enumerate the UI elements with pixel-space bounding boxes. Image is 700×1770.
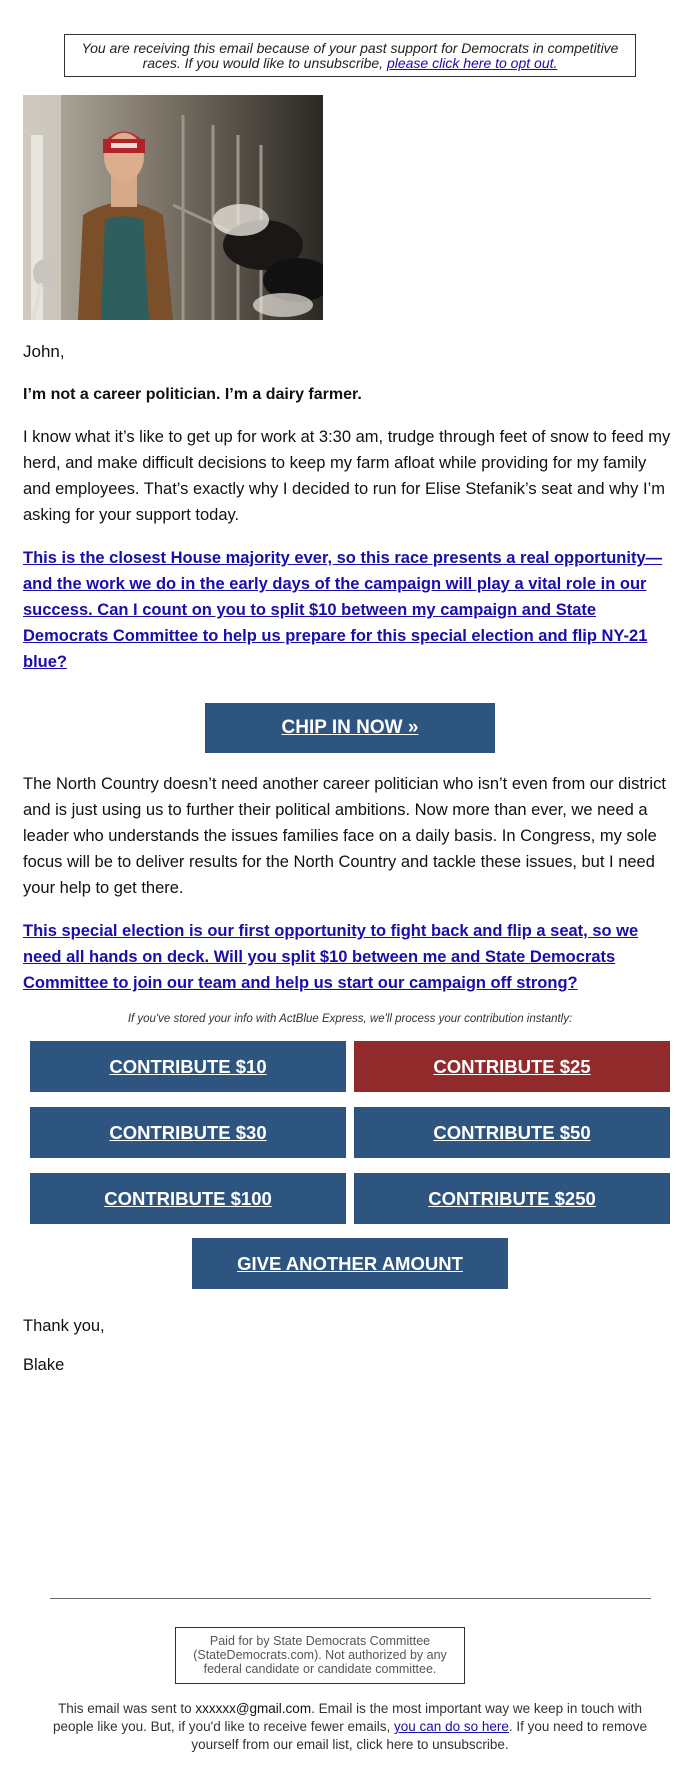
greeting: John,	[23, 342, 65, 361]
contribute-100-button[interactable]: CONTRIBUTE $100	[30, 1173, 346, 1224]
footer-sent-prefix: This email was sent to	[58, 1701, 196, 1716]
footer-sent-middle: . Email is the most important way we keep in touch with people like you. But, if you'd like to receive fewer emails,	[53, 1701, 642, 1734]
signature: Blake	[23, 1356, 65, 1374]
footer-divider	[50, 1598, 651, 1599]
actblue-express-note: If you've stored your info with ActBlue Express, we'll process your contribution instantly:	[127, 1013, 573, 1025]
footer-sent-suffix: . If you need to remove yourself from our email list, click here to unsubscribe.	[191, 1719, 647, 1752]
paragraph-1: I know what it’s like to get up for work at 3:30 am, trudge through feet of snow to feed my herd, and make difficult decisions to keep my farm afloat while providing for my family and employees. That’s exactly why I decided to run for Elise Stefanik’s seat and why I’m asking for your support today.	[23, 428, 671, 524]
give-another-amount-button[interactable]: GIVE ANOTHER AMOUNT	[192, 1238, 508, 1289]
recipient-email: xxxxxx@gmail.com	[195, 1701, 312, 1716]
farmer-photo	[23, 95, 323, 320]
chip-in-button[interactable]: CHIP IN NOW »	[205, 703, 495, 753]
unsubscribe-notice	[64, 34, 636, 77]
thanks-line: Thank you,	[23, 1317, 105, 1335]
opt-out-link[interactable]: please click here to opt out.	[386, 55, 558, 71]
contribute-50-button[interactable]: CONTRIBUTE $50	[354, 1107, 670, 1158]
headline: I’m not a career politician. I’m a dairy farmer.	[23, 386, 362, 403]
footer-text	[45, 1700, 655, 1754]
donate-link-1[interactable]: This is the closest House majority ever, so this race presents a real opportunity—and the work we do in the early days of the campaign will play a vital role in our success. Can I count on you to split $10 between my campaign and State Democrats Committee to help us prepare for this special election and flip NY-21 blue?	[23, 549, 663, 671]
donate-link-2[interactable]: This special election is our first opportunity to fight back and flip a seat, so we need all hands on deck. Will you split $10 between me and State Democrats Committee to join our team and help us start our campaign off strong?	[23, 922, 639, 992]
paid-for-disclaimer: Paid for by State Democrats Committee (StateDemocrats.com). Not authorized by any federal candidate or candidate committee.	[175, 1627, 465, 1684]
fewer-emails-link[interactable]: you can do so here	[394, 1719, 509, 1734]
notice-text: You are receiving this email because of your past support for Democrats in competitive races. If you would like to unsubscribe,	[81, 40, 619, 71]
contribution-grid	[30, 1041, 670, 1224]
paragraph-2: The North Country doesn’t need another career politician who isn’t even from our district and is just using us to further their political ambitions. Now more than ever, we need a leader who understands the issues families face on a daily basis. In Congress, my sole focus will be to deliver results for the North Country and tackle these issues, but I need your help to get there.	[23, 775, 666, 897]
contribute-10-button[interactable]: CONTRIBUTE $10	[30, 1041, 346, 1092]
contribute-250-button[interactable]: CONTRIBUTE $250	[354, 1173, 670, 1224]
contribute-30-button[interactable]: CONTRIBUTE $30	[30, 1107, 346, 1158]
contribute-25-button[interactable]: CONTRIBUTE $25	[354, 1041, 670, 1092]
email-body	[23, 34, 677, 1375]
